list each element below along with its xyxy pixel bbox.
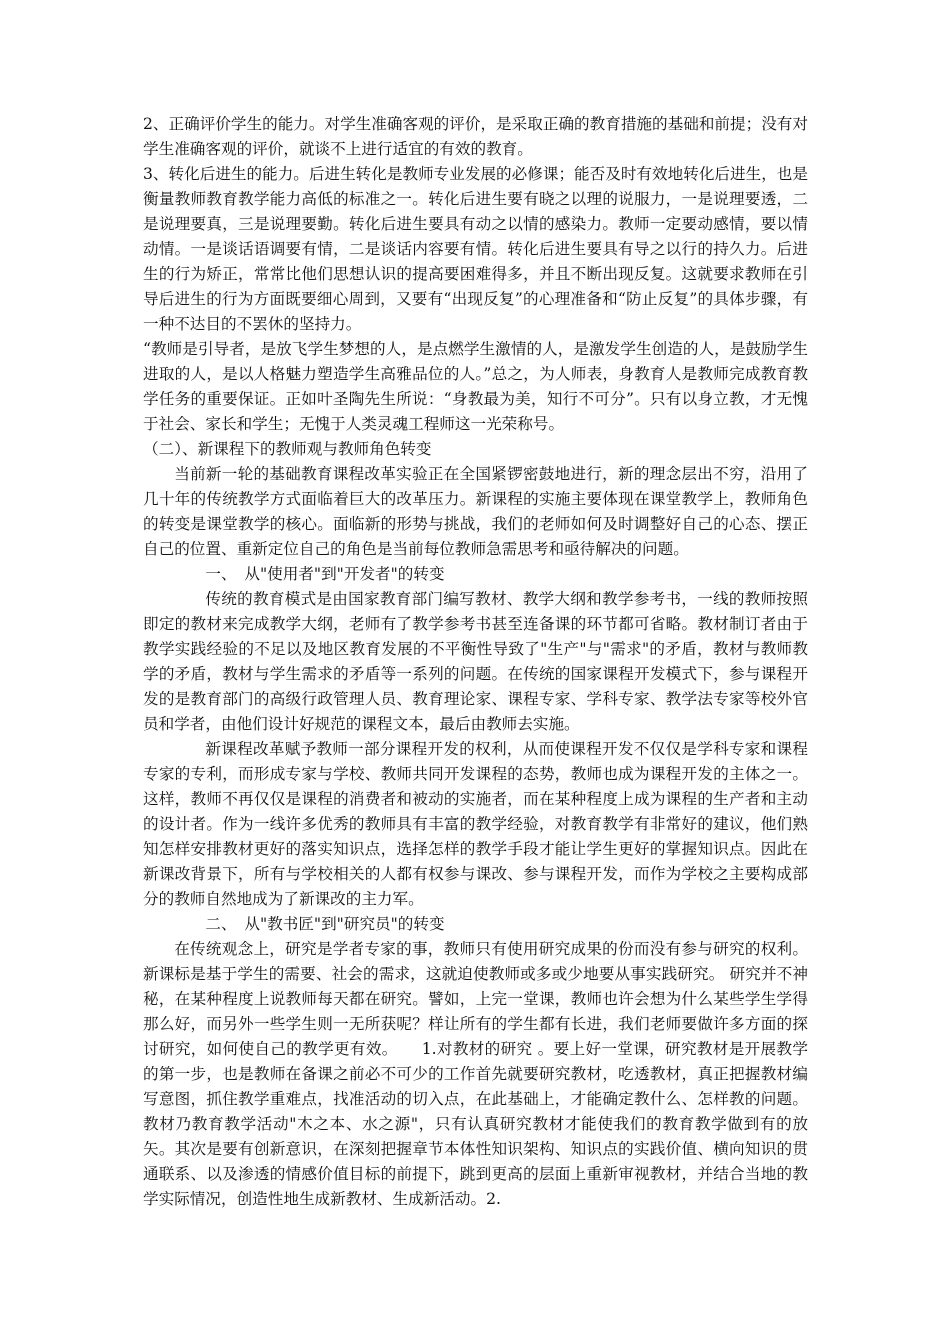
paragraph-traditional-model: 传统的教育模式是由国家教育部门编写教材、教学大纲和教学参考书，一线的教师按照即定的教材来完成教学大纲，老师有了教学参考书甚至连备课的环节都可省略。教材制订者由于教学实践经验的不足以及地区教育发展的不平衡性导致了"生产"与"需求"的矛盾，教材与教师教学的矛盾，教材与学生需求的矛盾等一系列的问题。在传统的国家课程开发模式下，参与课程开发的是教育部门的高级行政管理人员、教育理论家、课程专家、学科专家、教学法专家等校外官员和学者，由他们设计好规范的课程文本，最后由教师去实施。: [143, 590, 808, 733]
paragraph-transform-laggards: 3、转化后进生的能力。后进生转化是教师专业发展的必修课；能否及时有效地转化后进生，也是衡量教师教育教学能力高低的标准之一。转化后进生要有晓之以理的说服力，一是说理要透，二是说理要真，三是说理要勤。转化后进生要具有动之以情的感染力。教师一定要动感情，要以情动情。一是谈话语调要有情，二是谈话内容要有情。转化后进生要具有导之以行的持久力。后进生的行为矫正，常常比他们思想认识的提高要困难得多，并且不断出现反复。这就要求教师在引导后进生的行为方面既要细心周到，又要有“出现反复”的心理准备和“防止反复”的具体步骤，有一种不达目的不罢休的坚持力。: [143, 165, 808, 333]
paragraph-teacher-quote: “教师是引导者，是放飞学生梦想的人，是点燃学生激情的人，是激发学生创造的人，是鼓励学生进取的人，是以人格魅力塑造学生高雅品位的人。”总之，为人师表，身教育人是教师完成教育教学任务的重要保证。正如叶圣陶先生所说：“身教最为美，知行不可分”。只有以身立教，才无愧于社会、家长和学生；无愧于人类灵魂工程师这一光荣称号。: [143, 340, 808, 433]
subheading-craftsman-to-researcher: 二、 从"教书匠"到"研究员"的转变: [205, 915, 445, 933]
subheading-user-to-developer: 一、 从"使用者"到"开发者"的转变: [205, 565, 445, 583]
document-body: [143, 112, 808, 1212]
paragraph-research: 在传统观念上，研究是学者专家的事，教师只有使用研究成果的份而没有参与研究的权利。新课标是基于学生的需要、社会的需求，这就迫使教师或多或少地要从事实践研究。 研究并不神秘，在某种程度上说教师每天都在研究。譬如，上完一堂课，教师也许会想为什么某些学生学得那么好，而另外一些学生则一无所获呢？样让所有的学生都有长进，我们老师要做许多方面的探讨研究，如何使自己的教学更有效。 1.对教材的研究 。要上好一堂课，研究教材是开展教学的第一步，也是教师在备课之前必不可少的工作首先就要研究教材，吃透教材，真正把握教材编写意图，抓住教学重难点，找准活动的切入点，在此基础上，才能确定教什么、怎样教的问题。教材乃教育教学活动"木之本、水之源"，只有认真研究教材才能使我们的教育教学做到有的放矢。其次是要有创新意识，在深刻把握章节本体性知识架构、知识点的实践价值、横向知识的贯通联系、以及渗透的情感价值目标的前提下，跳到更高的层面上重新审视教材，并结合当地的教学实际情况，创造性地生成新教材、生成新活动。2.: [143, 940, 808, 1208]
section-heading-teacher-role: （二）、新课程下的教师观与教师角色转变: [143, 440, 432, 458]
paragraph-evaluate-students: 2、正确评价学生的能力。对学生准确客观的评价，是采取正确的教育措施的基础和前提；没有对学生准确客观的评价，就谈不上进行适宜的有效的教育。: [143, 115, 808, 158]
paragraph-curriculum-reform: 新课程改革赋予教师一部分课程开发的权利，从而使课程开发不仅仅是学科专家和课程专家的专利，而形成专家与学校、教师共同开发课程的态势，教师也成为课程开发的主体之一。这样，教师不再仅仅是课程的消费者和被动的实施者，而在某种程度上成为课程的生产者和主动的设计者。作为一线许多优秀的教师具有丰富的教学经验，对教育教学有非常好的建议，他们熟知怎样安排教材更好的落实知识点，选择怎样的教学手段才能让学生更好的掌握知识点。因此在新课改背景下，所有与学校相关的人都有权参与课改、参与课程开发，而作为学校之主要构成部分的教师自然地成为了新课改的主力军。: [143, 740, 808, 908]
paragraph-new-curriculum: 当前新一轮的基础教育课程改革实验正在全国紧锣密鼓地进行，新的理念层出不穷，沿用了几十年的传统教学方式面临着巨大的改革压力。新课程的实施主要体现在课堂教学上，教师角色的转变是课堂教学的核心。面临新的形势与挑战，我们的老师如何及时调整好自己的心态、摆正自己的位置、重新定位自己的角色是当前每位教师急需思考和亟待解决的问题。: [143, 465, 808, 558]
